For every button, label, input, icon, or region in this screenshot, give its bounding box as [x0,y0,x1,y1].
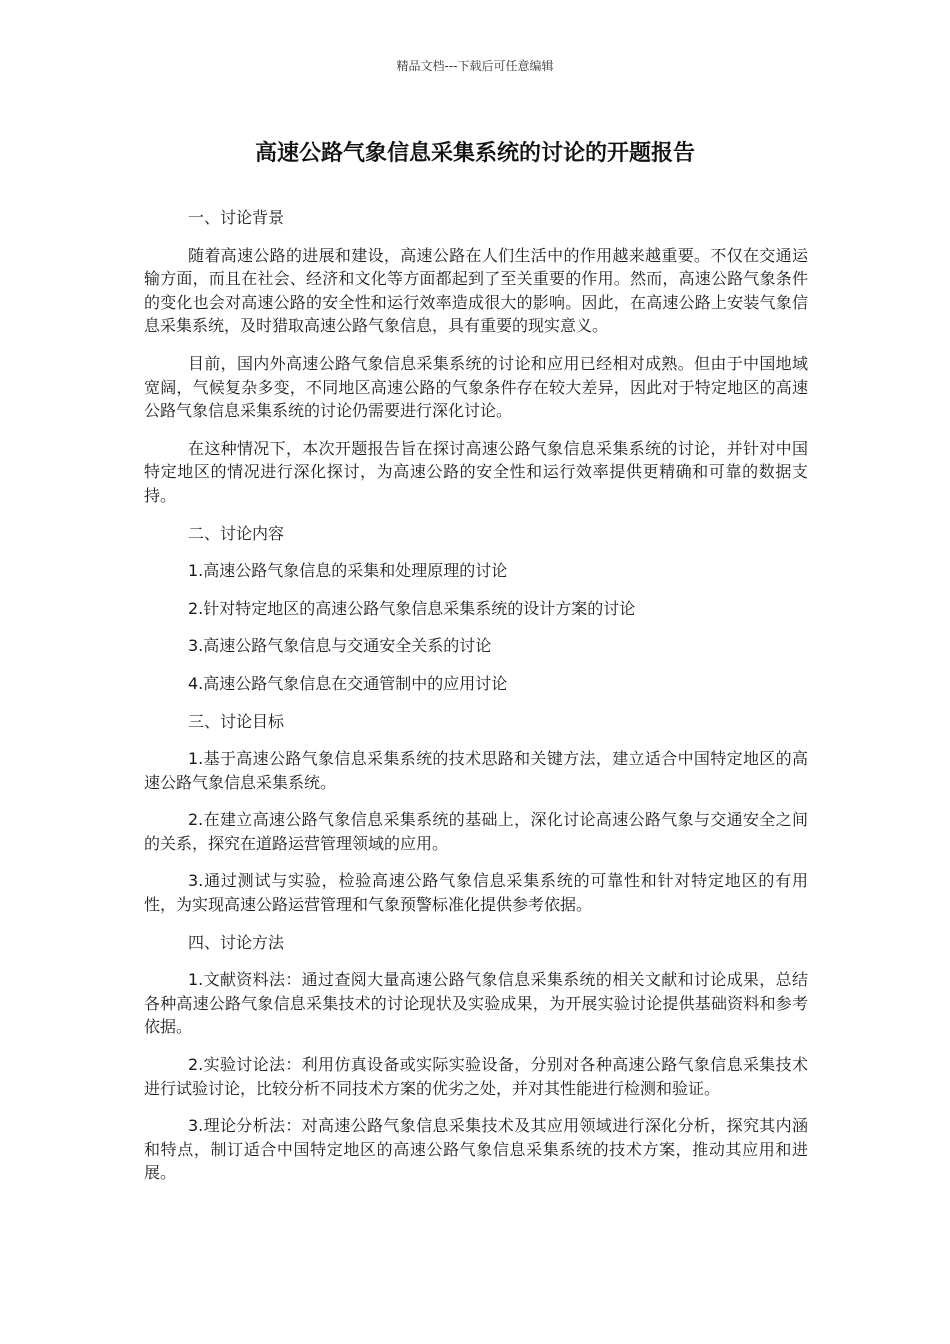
page-header: 精品文档---下载后可任意编辑 [396,59,554,73]
list-item: 1.高速公路气象信息的采集和处理原理的讨论 [188,561,508,581]
list-item: 2.针对特定地区的高速公路气象信息采集系统的设计方案的讨论 [188,598,636,618]
document-body [144,206,808,1185]
section-heading-content: 二、讨论内容 [188,523,285,543]
paragraph: 随着高速公路的进展和建设，高速公路在人们生活中的作用越来越重要。不仅在交通运输方面，而且在社会、经济和文化等方面都起到了至关重要的作用。然而，高速公路气象条件的变化也会对高速公路的安全性和运行效率造成很大的影响。因此，在高速公路上安装气象信息采集系统，及时猎取高速公路气象信息，具有重要的现实意义。 [144,245,808,336]
list-item: 2.实验讨论法：利用仿真设备或实际实验设备，分别对各种高速公路气象信息采集技术进行试验讨论，比较分析不同技术方案的优劣之处，并对其性能进行检测和验证。 [144,1055,808,1098]
list-item: 1.文献资料法：通过查阅大量高速公路气象信息采集系统的相关文献和讨论成果，总结各种高速公路气象信息采集技术的讨论现状及实验成果，为开展实验讨论提供基础资料和参考依据。 [144,970,808,1037]
list-item: 3.通过测试与实验，检验高速公路气象信息采集系统的可靠性和针对特定地区的有用性，为实现高速公路运营管理和气象预警标准化提供参考依据。 [144,871,808,915]
list-item: 3.高速公路气象信息与交通安全关系的讨论 [188,636,492,656]
list-item: 3.理论分析法：对高速公路气象信息采集技术及其应用领域进行深化分析，探究其内涵和特点，制订适合中国特定地区的高速公路气象信息采集系统的技术方案，推动其应用和进展。 [144,1116,808,1183]
paragraph: 目前，国内外高速公路气象信息采集系统的讨论和应用已经相对成熟。但由于中国地域宽阔，气候复杂多变，不同地区高速公路的气象条件存在较大差异，因此对于特定地区的高速公路气象信息采集系统的讨论仍需要进行深化讨论。 [144,353,808,421]
paragraph: 在这种情况下，本次开题报告旨在探讨高速公路气象信息采集系统的讨论，并针对中国特定地区的情况进行深化探讨，为高速公路的安全性和运行效率提供更精确和可靠的数据支持。 [144,438,808,505]
list-item: 2.在建立高速公路气象信息采集系统的基础上，深化讨论高速公路气象与交通安全之间的关系，探究在道路运营管理领域的应用。 [144,810,808,853]
section-heading-goals: 三、讨论目标 [188,711,285,731]
section-heading-background: 一、讨论背景 [188,208,285,227]
document-title: 高速公路气象信息采集系统的讨论的开题报告 [254,141,695,166]
section-heading-methods: 四、讨论方法 [188,932,285,952]
list-item: 4.高速公路气象信息在交通管制中的应用讨论 [188,673,508,693]
list-item: 1.基于高速公路气象信息采集系统的技术思路和关键方法，建立适合中国特定地区的高速公路气象信息采集系统。 [144,749,808,792]
